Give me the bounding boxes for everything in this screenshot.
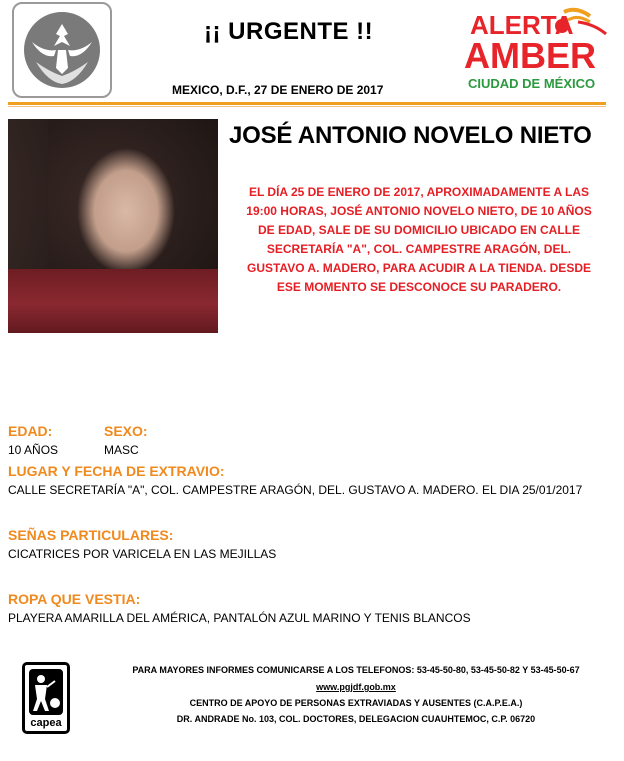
capea-figure-icon — [25, 667, 67, 719]
marks-label: SEÑAS PARTICULARES: — [8, 527, 174, 543]
clothes-value: PLAYERA AMARILLA DEL AMÉRICA, PANTALÓN AZUL MARINO Y TENIS BLANCOS — [8, 611, 471, 625]
header-divider-thin — [8, 106, 606, 107]
place-label: LUGAR Y FECHA DE EXTRAVIO: — [8, 463, 225, 479]
missing-person-name: JOSÉ ANTONIO NOVELO NIETO — [229, 122, 592, 149]
age-label: EDAD: — [8, 423, 53, 439]
government-seal-logo — [12, 2, 112, 98]
age-value: 10 AÑOS — [8, 443, 59, 457]
website-link[interactable]: www.pgjdf.gob.mx — [316, 682, 396, 692]
story-line: DE EDAD, SALE DE SU DOMICILIO UBICADO EN CALLE — [257, 223, 580, 237]
incident-description — [234, 183, 604, 297]
contact-phones: PARA MAYORES INFORMES COMUNICARSE A LOS TELEFONOS: 53-45-50-80, 53-45-50-82 Y 53-45-50-67 — [132, 665, 580, 675]
clothes-label: ROPA QUE VESTIA: — [8, 591, 141, 607]
capea-label: capea — [30, 717, 62, 729]
sex-value: MASC — [104, 443, 139, 457]
capea-logo — [22, 662, 70, 734]
marks-value: CICATRICES POR VARICELA EN LAS MEJILLAS — [8, 547, 277, 561]
amber-line-city: CIUDAD DE MÉXICO — [468, 76, 596, 91]
place-value: CALLE SECRETARÍA "A", COL. CAMPESTRE ARAGÓN, DEL. GUSTAVO A. MADERO. EL DIA 25/01/2017 — [8, 483, 583, 497]
alerta-amber-logo — [460, 4, 620, 98]
header-divider — [8, 102, 606, 105]
story-line: ESE MOMENTO SE DESCONOCE SU PARADERO. — [276, 280, 562, 294]
story-line: SECRETARÍA "A", COL. CAMPESTRE ARAGÓN, DEL. — [266, 242, 572, 256]
story-line: GUSTAVO A. MADERO, PARA ACUDIR A LA TIENDA. DESDE — [246, 261, 591, 275]
story-line: 19:00 HORAS, JOSÉ ANTONIO NOVELO NIETO, DE 10 AÑOS — [246, 204, 592, 218]
capea-address: DR. ANDRADE No. 103, COL. DOCTORES, DELEGACION CUAUHTEMOC, C.P. 06720 — [176, 714, 536, 724]
eagle-emblem-icon — [24, 12, 100, 88]
urgent-heading: ¡¡ URGENTE !! — [204, 18, 374, 45]
capea-center-name: CENTRO DE APOYO DE PERSONAS EXTRAVIADAS Y AUSENTES (C.A.P.E.A.) — [189, 698, 523, 708]
sex-label: SEXO: — [104, 423, 148, 439]
story-line: EL DÍA 25 DE ENERO DE 2017, APROXIMADAMENTE A LAS — [248, 185, 590, 199]
date-line: MEXICO, D.F., 27 DE ENERO DE 2017 — [172, 83, 384, 97]
amber-line-amber: AMBER — [464, 35, 596, 76]
amber-line-alerta: ALERTA — [470, 10, 574, 40]
missing-person-photo — [8, 119, 218, 333]
